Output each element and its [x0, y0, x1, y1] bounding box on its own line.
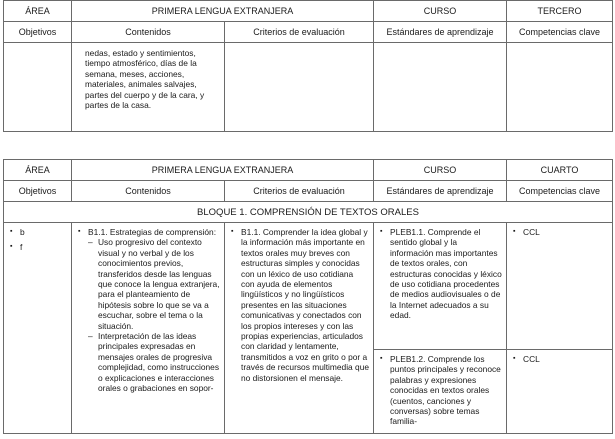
- competencias-cell: [507, 43, 613, 132]
- contenido-title: ▪ B1.1. Estrategias de comprensión:: [88, 227, 217, 237]
- col-objetivos: Objetivos: [4, 181, 72, 202]
- col-criterios: Criterios de evaluación: [225, 22, 374, 43]
- block-title: BLOQUE 1. COMPRENSIÓN DE TEXTOS ORALES: [4, 202, 613, 223]
- area-value: PRIMERA LENGUA EXTRANJERA: [72, 1, 374, 22]
- competencia-item: ▪ CCL: [513, 354, 608, 364]
- estandares-list: [380, 354, 502, 427]
- contenidos-cell: [72, 223, 225, 434]
- col-criterios: Criterios de evaluación: [225, 181, 374, 202]
- competencia-block: [507, 223, 612, 349]
- area-value: PRIMERA LENGUA EXTRANJERA: [72, 160, 374, 181]
- estandar-item: ▪ PLEB1.1. Comprende el sentido global y la información mas importantes de textos orales, con estructuras conocidas y léxico de uso cotidiana procedentes de medios audiovisuales o de la Internet adecuados a su edad.: [380, 227, 502, 321]
- estandar-item: ▪ PLEB1.2. Comprende los puntos principales y reconoce palabras y expresiones conocidas en textos orales (cuentos, canciones y conversas) sobre temas familia-: [380, 354, 502, 427]
- contenido-sublist: [88, 237, 220, 393]
- objetivos-list: [10, 227, 67, 257]
- estandar-block: [374, 223, 506, 349]
- objetivos-cell: [4, 43, 72, 132]
- competencias-cell: [507, 223, 613, 434]
- col-estandares: Estándares de aprendizaje: [374, 181, 507, 202]
- curso-label: CURSO: [374, 160, 507, 181]
- contenidos-list: [78, 227, 220, 394]
- competencias-list: [513, 227, 608, 237]
- table-tercero: [3, 0, 613, 132]
- col-estandares: Estándares de aprendizaje: [374, 22, 507, 43]
- competencia-item: ▪ CCL: [513, 227, 608, 237]
- contenidos-text: nedas, estado y sentimientos, tiempo atmosférico, días de la semana, meses, acciones, materiales, animales salvajes, partes del cuerpo y de la cara, y partes de la casa.: [85, 48, 205, 111]
- objetivo-item: ▪ f: [10, 242, 67, 257]
- col-contenidos: Contenidos: [72, 181, 225, 202]
- contenido-item: [78, 227, 220, 394]
- curso-value: TERCERO: [507, 1, 613, 22]
- table-cuarto: [3, 159, 613, 434]
- criterios-list: [231, 227, 369, 383]
- curso-label: CURSO: [374, 1, 507, 22]
- competencias-list: [513, 354, 608, 364]
- estandar-block: [374, 349, 506, 429]
- curso-value: CUARTO: [507, 160, 613, 181]
- objetivos-cell: [4, 223, 72, 434]
- area-label: ÁREA: [4, 160, 72, 181]
- contenido-subitem: – Uso progresivo del contexto visual y no verbal y de los conocimientos previos, transferidos desde las lenguas que conoce la lengua extranjera, para el planteamiento de hipótesis sobre lo que se va a escuchar, sobre el tema o la situación.: [88, 237, 220, 331]
- area-label: ÁREA: [4, 1, 72, 22]
- competencia-block: [507, 349, 612, 366]
- criterio-item: ▪ B1.1. Comprender la idea global y la información más importante en textos orales muy breves con estructuras simples y conocidas con un léxico de uso cotidiana con ayuda de elementos lingüísticos y no lingüísticos presentes en las situaciones comunicativas y conectados con los propios intereses y con las propias experiencias, articulados con claridad y lentamente, transmitidos a voz en grito o por a través de recursos multimedia que no distorsionen el mensaje.: [231, 227, 369, 383]
- criterios-cell: [225, 43, 374, 132]
- estandares-list: [380, 227, 502, 321]
- col-contenidos: Contenidos: [72, 22, 225, 43]
- col-competencias: Competencias clave: [507, 181, 613, 202]
- criterios-cell: [225, 223, 374, 434]
- contenidos-cell: [72, 43, 225, 132]
- estandares-cell: [374, 223, 507, 434]
- contenido-subitem: – Interpretación de las ideas principales expresadas en mensajes orales de progresiva complejidad, como instrucciones o explicaciones e interacciones orales o grabaciones en sopor-: [88, 331, 220, 393]
- col-competencias: Competencias clave: [507, 22, 613, 43]
- objetivo-item: ▪ b: [10, 227, 67, 242]
- col-objetivos: Objetivos: [4, 22, 72, 43]
- estandares-cell: [374, 43, 507, 132]
